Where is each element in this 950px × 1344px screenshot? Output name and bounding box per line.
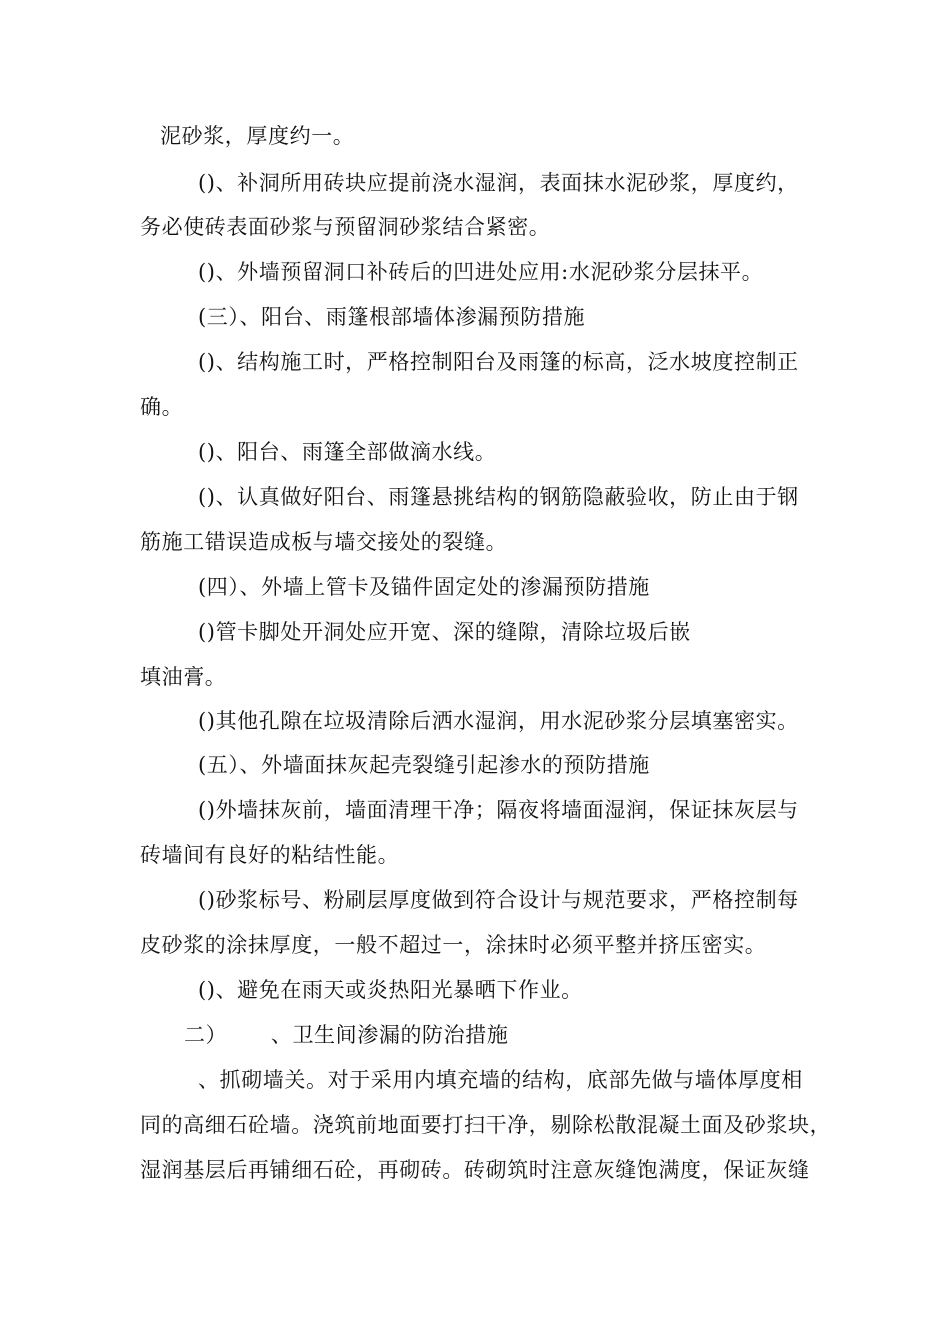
section-heading-2: 二） 、卫生间渗漏的防治措施 [184, 1023, 509, 1047]
text-line-3: 务必使砖表面砂浆与预留洞砂浆结合紧密。 [140, 215, 551, 239]
text-line-1: 泥砂浆，厚度约一。 [160, 124, 355, 148]
text-line-4: ()、外墙预留洞口补砖后的凹进处应用:水泥砂浆分层抹平。 [198, 260, 764, 284]
text-line-6: ()、结构施工时，严格控制阳台及雨篷的标高，泛水坡度控制正 [198, 350, 799, 374]
text-line-13: 填油膏。 [140, 665, 227, 689]
text-line-9: ()、认真做好阳台、雨篷悬挑结构的钢筋隐蔽验收，防止由于钢 [198, 485, 799, 509]
text-line-7: 确。 [140, 395, 184, 419]
text-line-10: 筋施工错误造成板与墙交接处的裂缝。 [140, 530, 508, 554]
text-line-19: 皮砂浆的涂抹厚度，一般不超过一，涂抹时必须平整并挤压密实。 [140, 933, 767, 957]
text-line-18: ()砂浆标号、粉刷层厚度做到符合设计与规范要求，严格控制每 [198, 888, 799, 912]
text-line-16: ()外墙抹灰前，墙面清理干净；隔夜将墙面湿润，保证抹灰层与 [198, 798, 799, 822]
text-line-14: ()其他孔隙在垃圾清除后洒水湿润，用水泥砂浆分层填塞密实。 [198, 709, 799, 733]
text-line-23: 同的高细石砼墙。浇筑前地面要打扫干净，剔除松散混凝土面及砂浆块， [140, 1113, 832, 1137]
text-line-2: ()、补洞所用砖块应提前浇水湿润，表面抹水泥砂浆，厚度约， [198, 171, 799, 195]
text-line-20: ()、避免在雨天或炎热阳光暴晒下作业。 [198, 978, 583, 1002]
text-line-22: 、抓砌墙关。对于采用内填充墙的结构，底部先做与墙体厚度相 [198, 1068, 803, 1092]
text-line-12: ()管卡脚处开洞处应开宽、深的缝隙，清除垃圾后嵌 [198, 620, 691, 644]
section-heading-4: (四）、外墙上管卡及锚件固定处的渗漏预防措施 [198, 575, 650, 599]
section-heading-5: (五）、外墙面抹灰起壳裂缝引起渗水的预防措施 [198, 753, 650, 777]
text-line-17: 砖墙间有良好的粘结性能。 [140, 843, 400, 867]
text-line-8: ()、阳台、雨篷全部做滴水线。 [198, 440, 497, 464]
text-line-24: 湿润基层后再铺细石砼，再砌砖。砖砌筑时注意灰缝饱满度，保证灰缝 [140, 1158, 810, 1182]
section-heading-3: (三）、阳台、雨篷根部墙体渗漏预防措施 [198, 305, 586, 329]
